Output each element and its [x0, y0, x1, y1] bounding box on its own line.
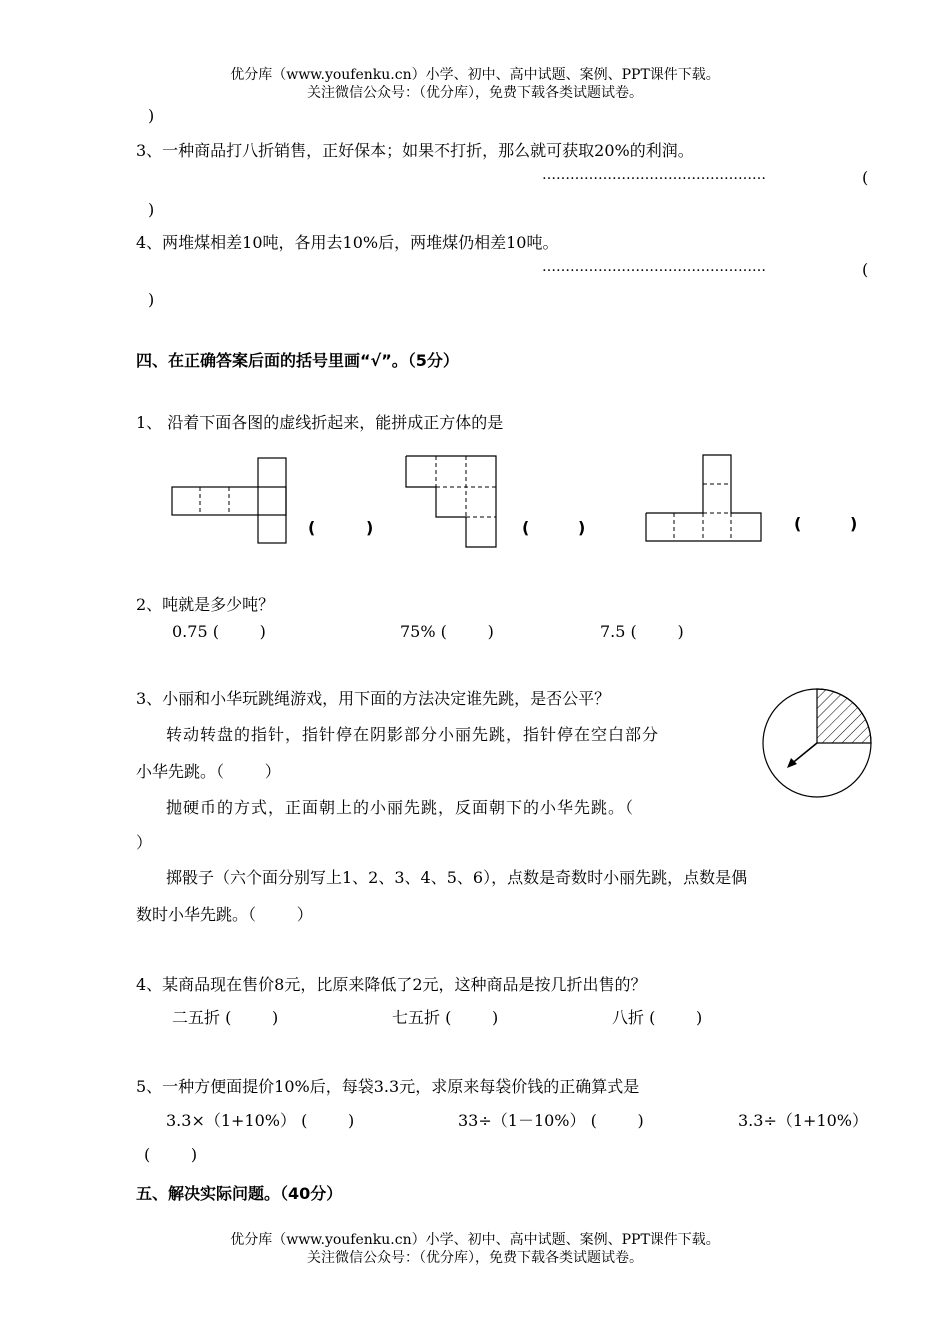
judge-q4-open[interactable]: (: [862, 260, 869, 279]
s4-q3-line-1: 转动转盘的指针，指针停在阴影部分小丽先跳，指针停在空白部分: [166, 725, 660, 744]
s4-q5-option-3[interactable]: 3.3÷（1+10%）: [738, 1111, 869, 1130]
net3-bracket-open[interactable]: (: [794, 514, 802, 533]
s4-q4-option-2[interactable]: 七五折 ( ): [392, 1008, 499, 1027]
s4-q3-line-6[interactable]: 数时小华先跳。（ ）: [136, 905, 313, 924]
s4-q3-line-2[interactable]: 小华先跳。（ ）: [136, 762, 281, 781]
judge-q3-open[interactable]: (: [862, 168, 869, 187]
net2-bracket-open[interactable]: (: [522, 518, 530, 537]
judge-q3-dots: …………………………………………: [542, 167, 766, 183]
spinner-diagram: [760, 686, 874, 800]
s4-q5-option-1[interactable]: 3.3×（1+10%） ( ): [166, 1111, 355, 1130]
s4-q2-option-3[interactable]: 7.5 ( ): [600, 622, 684, 641]
judge-q4-dots: …………………………………………: [542, 259, 766, 275]
judge-q4-text: 4、两堆煤相差10吨，各用去10%后，两堆煤仍相差10吨。: [136, 233, 559, 252]
header-line-2: 关注微信公众号：（优分库），免费下载各类试题试卷。: [307, 85, 643, 101]
net2-bracket-close: ): [578, 518, 586, 537]
footer-line-1: 优分库（www.youfenku.cn）小学、初中、高中试题、案例、PPT课件下载。: [230, 1232, 720, 1248]
header-line-1: 优分库（www.youfenku.cn）小学、初中、高中试题、案例、PPT课件下载。: [230, 67, 720, 83]
top-fragment: ): [148, 106, 155, 125]
s4-q3-line-5: 掷骰子（六个面分别写上1、2、3、4、5、6），点数是奇数时小丽先跳，点数是偶: [166, 868, 748, 887]
s4-q2-option-2[interactable]: 75% ( ): [400, 622, 494, 641]
judge-q4-close: ): [148, 290, 155, 309]
s4-q5-option-2[interactable]: 33÷（1－10%） ( ): [458, 1111, 644, 1130]
s4-q2-option-1[interactable]: 0.75 ( ): [172, 622, 266, 641]
s4-q3-line-4: ）: [136, 833, 153, 852]
s4-q4-text: 4、某商品现在售价8元，比原来降低了2元，这种商品是按几折出售的？: [136, 975, 647, 994]
s4-q3-text: 3、小丽和小华玩跳绳游戏，用下面的方法决定谁先跳，是否公平？: [136, 689, 611, 708]
s4-q3-line-3[interactable]: 抛硬币的方式，正面朝上的小丽先跳，反面朝下的小华先跳。（: [166, 798, 635, 817]
section-5-title: 五、解决实际问题。（40分）: [136, 1184, 343, 1203]
section-4-title: 四、在正确答案后面的括号里画“√”。（5分）: [136, 351, 459, 370]
net1-bracket-close: ): [366, 518, 374, 537]
judge-q3-close: ): [148, 200, 155, 219]
s4-q4-option-3[interactable]: 八折 ( ): [612, 1008, 703, 1027]
s4-q5-tail-bracket[interactable]: ( ): [144, 1145, 198, 1164]
net1-bracket-open[interactable]: (: [308, 518, 316, 537]
s4-q1-text: 1、 沿着下面各图的虚线折起来，能拼成正方体的是: [136, 413, 504, 432]
s4-q5-text: 5、一种方便面提价10%后，每袋3.3元，求原来每袋价钱的正确算式是: [136, 1077, 640, 1096]
net3-bracket-close: ): [850, 514, 858, 533]
footer-line-2: 关注微信公众号：（优分库），免费下载各类试题试卷。: [307, 1250, 643, 1266]
s4-q4-option-1[interactable]: 二五折 ( ): [172, 1008, 279, 1027]
judge-q3-text: 3、一种商品打八折销售，正好保本；如果不打折，那么就可获取20%的利润。: [136, 141, 694, 160]
s4-q2-text: 2、吨就是多少吨？: [136, 595, 275, 614]
